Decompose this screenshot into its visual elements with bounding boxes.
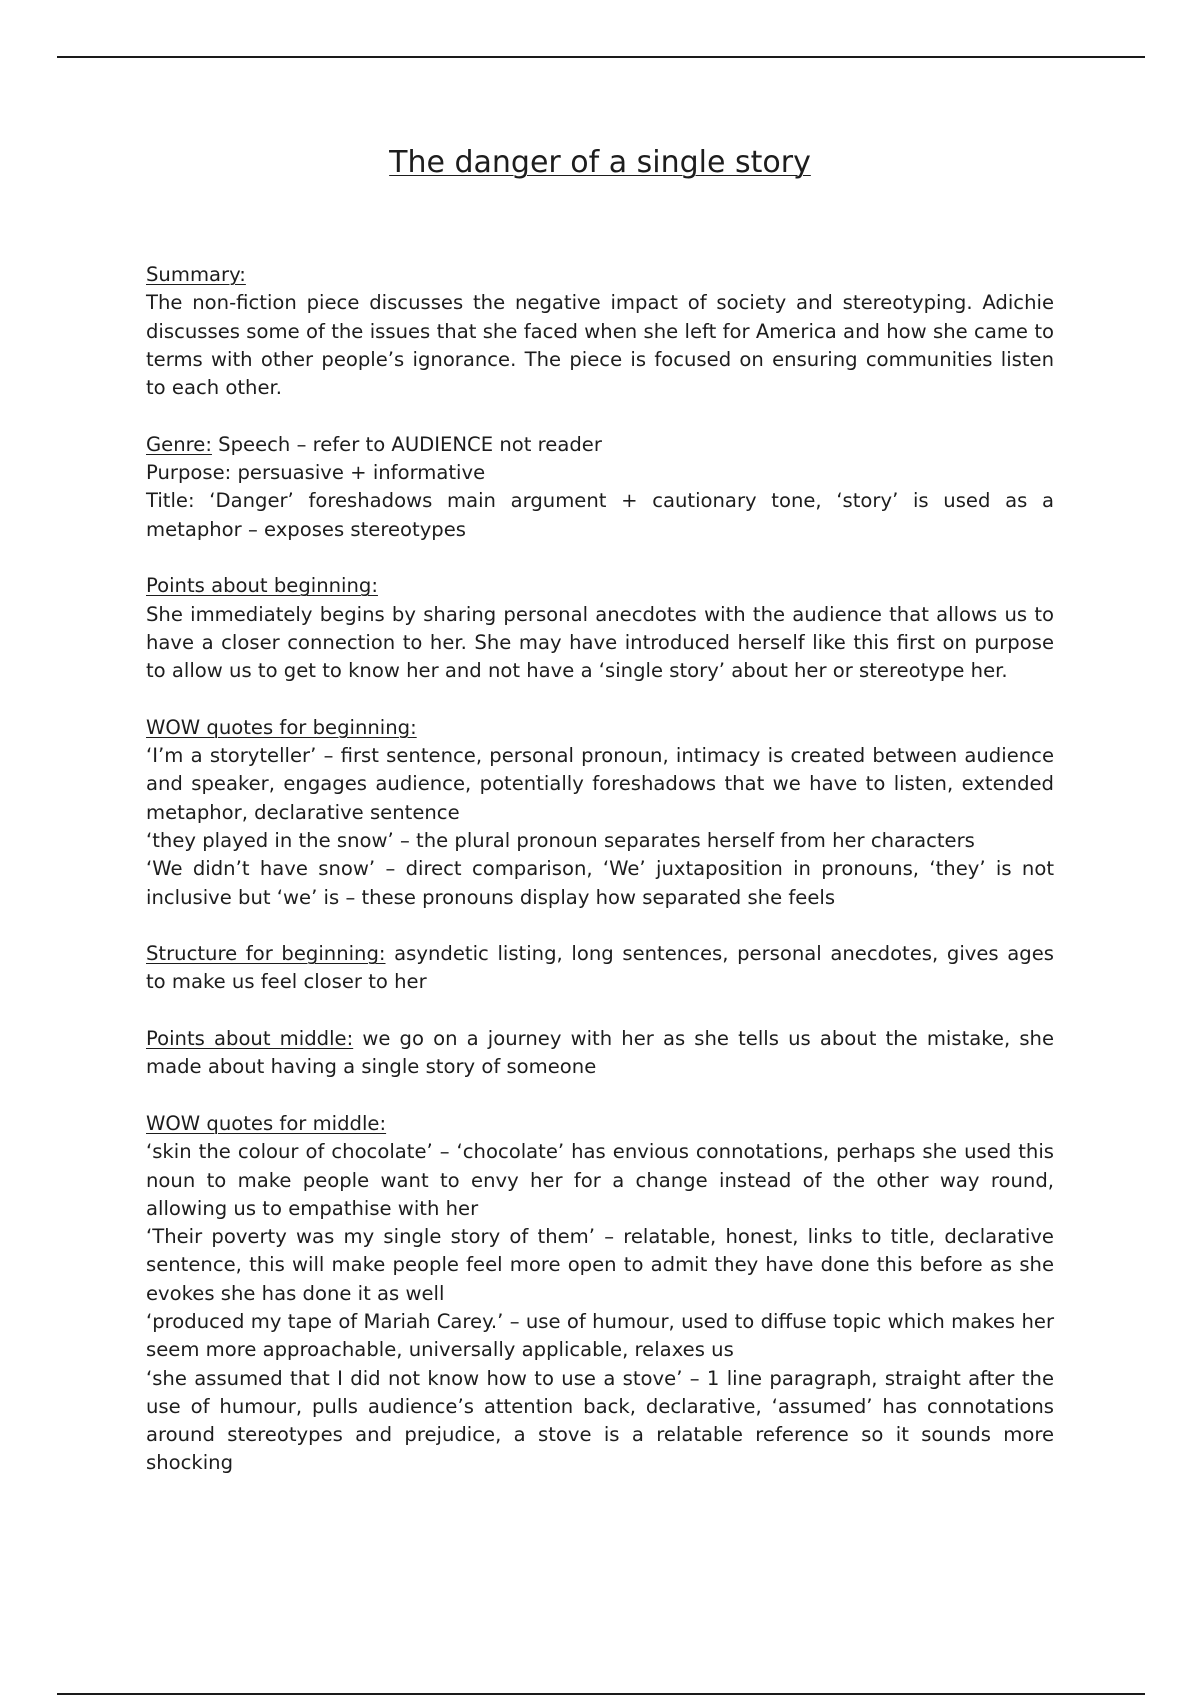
points-middle <box>146 1025 1054 1082</box>
wow-middle-quote: ‘produced my tape of Mariah Carey.’ – use of humour, used to diffuse topic which makes her seem more approachable, universally applicable, relaxes us <box>146 1309 1054 1362</box>
spacer <box>146 402 1054 430</box>
spacer <box>146 912 1054 940</box>
points-middle-text: we go on a journey with her as she tells us about the mistake, she made about having a single story of someone <box>146 1027 1055 1079</box>
document-body <box>146 261 1054 1478</box>
genre-heading: Genre: <box>146 432 212 456</box>
structure-beginning-heading: Structure for beginning: <box>146 942 386 966</box>
wow-middle-quote: ‘skin the colour of chocolate’ – ‘chocolate’ has envious connotations, perhaps she used this noun to make people want to envy her for a change instead of the other way round, allowing us to empathise with her <box>146 1140 1054 1220</box>
spacer <box>146 685 1054 713</box>
points-beginning-heading-text: Points about beginning: <box>146 574 378 598</box>
spacer <box>146 544 1054 572</box>
summary-heading-text: Summary: <box>146 263 246 286</box>
wow-middle-quote: ‘Their poverty was my single story of them’ – relatable, honest, links to title, declarative sentence, this will make people feel more open to admit they have done this before as she evokes she has done it as well <box>146 1225 1054 1305</box>
structure-beginning <box>146 940 1054 997</box>
wow-middle-heading <box>146 1110 1054 1138</box>
top-rule <box>57 56 1145 58</box>
title-note: Title: ‘Danger’ foreshadows main argument + cautionary tone, ‘story’ is used as a metaphor – exposes stereotypes <box>146 489 1054 541</box>
points-middle-heading: Points about middle: <box>146 1027 354 1051</box>
wow-middle-heading-text: WOW quotes for middle: <box>146 1111 387 1135</box>
wow-beginning-quote: ‘I’m a storyteller’ – first sentence, personal pronoun, intimacy is created between audience and speaker, engages audience, potentially foreshadows that we have to listen, extended metaphor, declarative sentence <box>146 744 1054 824</box>
spacer <box>146 1082 1054 1110</box>
points-beginning-text: She immediately begins by sharing personal anecdotes with the audience that allows us to have a closer connection to her. She may have introduced herself like this first on purpose to allow us to get to know her and not have a ‘single story’ about her or stereotype her. <box>146 602 1054 683</box>
wow-beginning-heading-text: WOW quotes for beginning: <box>146 715 417 739</box>
wow-beginning-quote: ‘they played in the snow’ – the plural pronoun separates herself from her characters <box>146 828 975 852</box>
wow-middle-quote: ‘she assumed that I did not know how to use a stove’ – 1 line paragraph, straight after the use of humour, pulls audience’s attention back, declarative, ‘assumed’ has connotations around stereotypes and prejudice, a stove is a relatable reference so it sounds more shocking <box>146 1366 1054 1475</box>
structure-beginning-text: asyndetic listing, long sentences, personal anecdotes, gives ages to make us feel closer to her <box>146 942 1054 994</box>
genre-text: Speech – refer to AUDIENCE not reader <box>211 432 602 456</box>
summary-text: The non-fiction piece discusses the negative impact of society and stereotyping. Adichie discusses some of the issues that she faced when she left for America and how she came to terms with other people’s ignorance. The piece is focused on ensuring communities listen to each other. <box>146 291 1054 400</box>
page-title <box>0 145 1200 181</box>
purpose-line: Purpose: persuasive + informative <box>146 461 486 485</box>
page-title-text: The danger of a single story <box>389 145 811 180</box>
wow-beginning-quote: ‘We didn’t have snow’ – direct comparison, ‘We’ juxtaposition in pronouns, ‘they’ is not inclusive but ‘we’ is – these pronouns display how separated she feels <box>146 857 1054 909</box>
spacer <box>146 997 1054 1025</box>
wow-beginning-heading <box>146 714 1054 742</box>
points-beginning-heading <box>146 572 1054 600</box>
bottom-rule <box>57 1693 1145 1695</box>
genre-line <box>146 431 1054 459</box>
summary-heading <box>146 261 1054 289</box>
